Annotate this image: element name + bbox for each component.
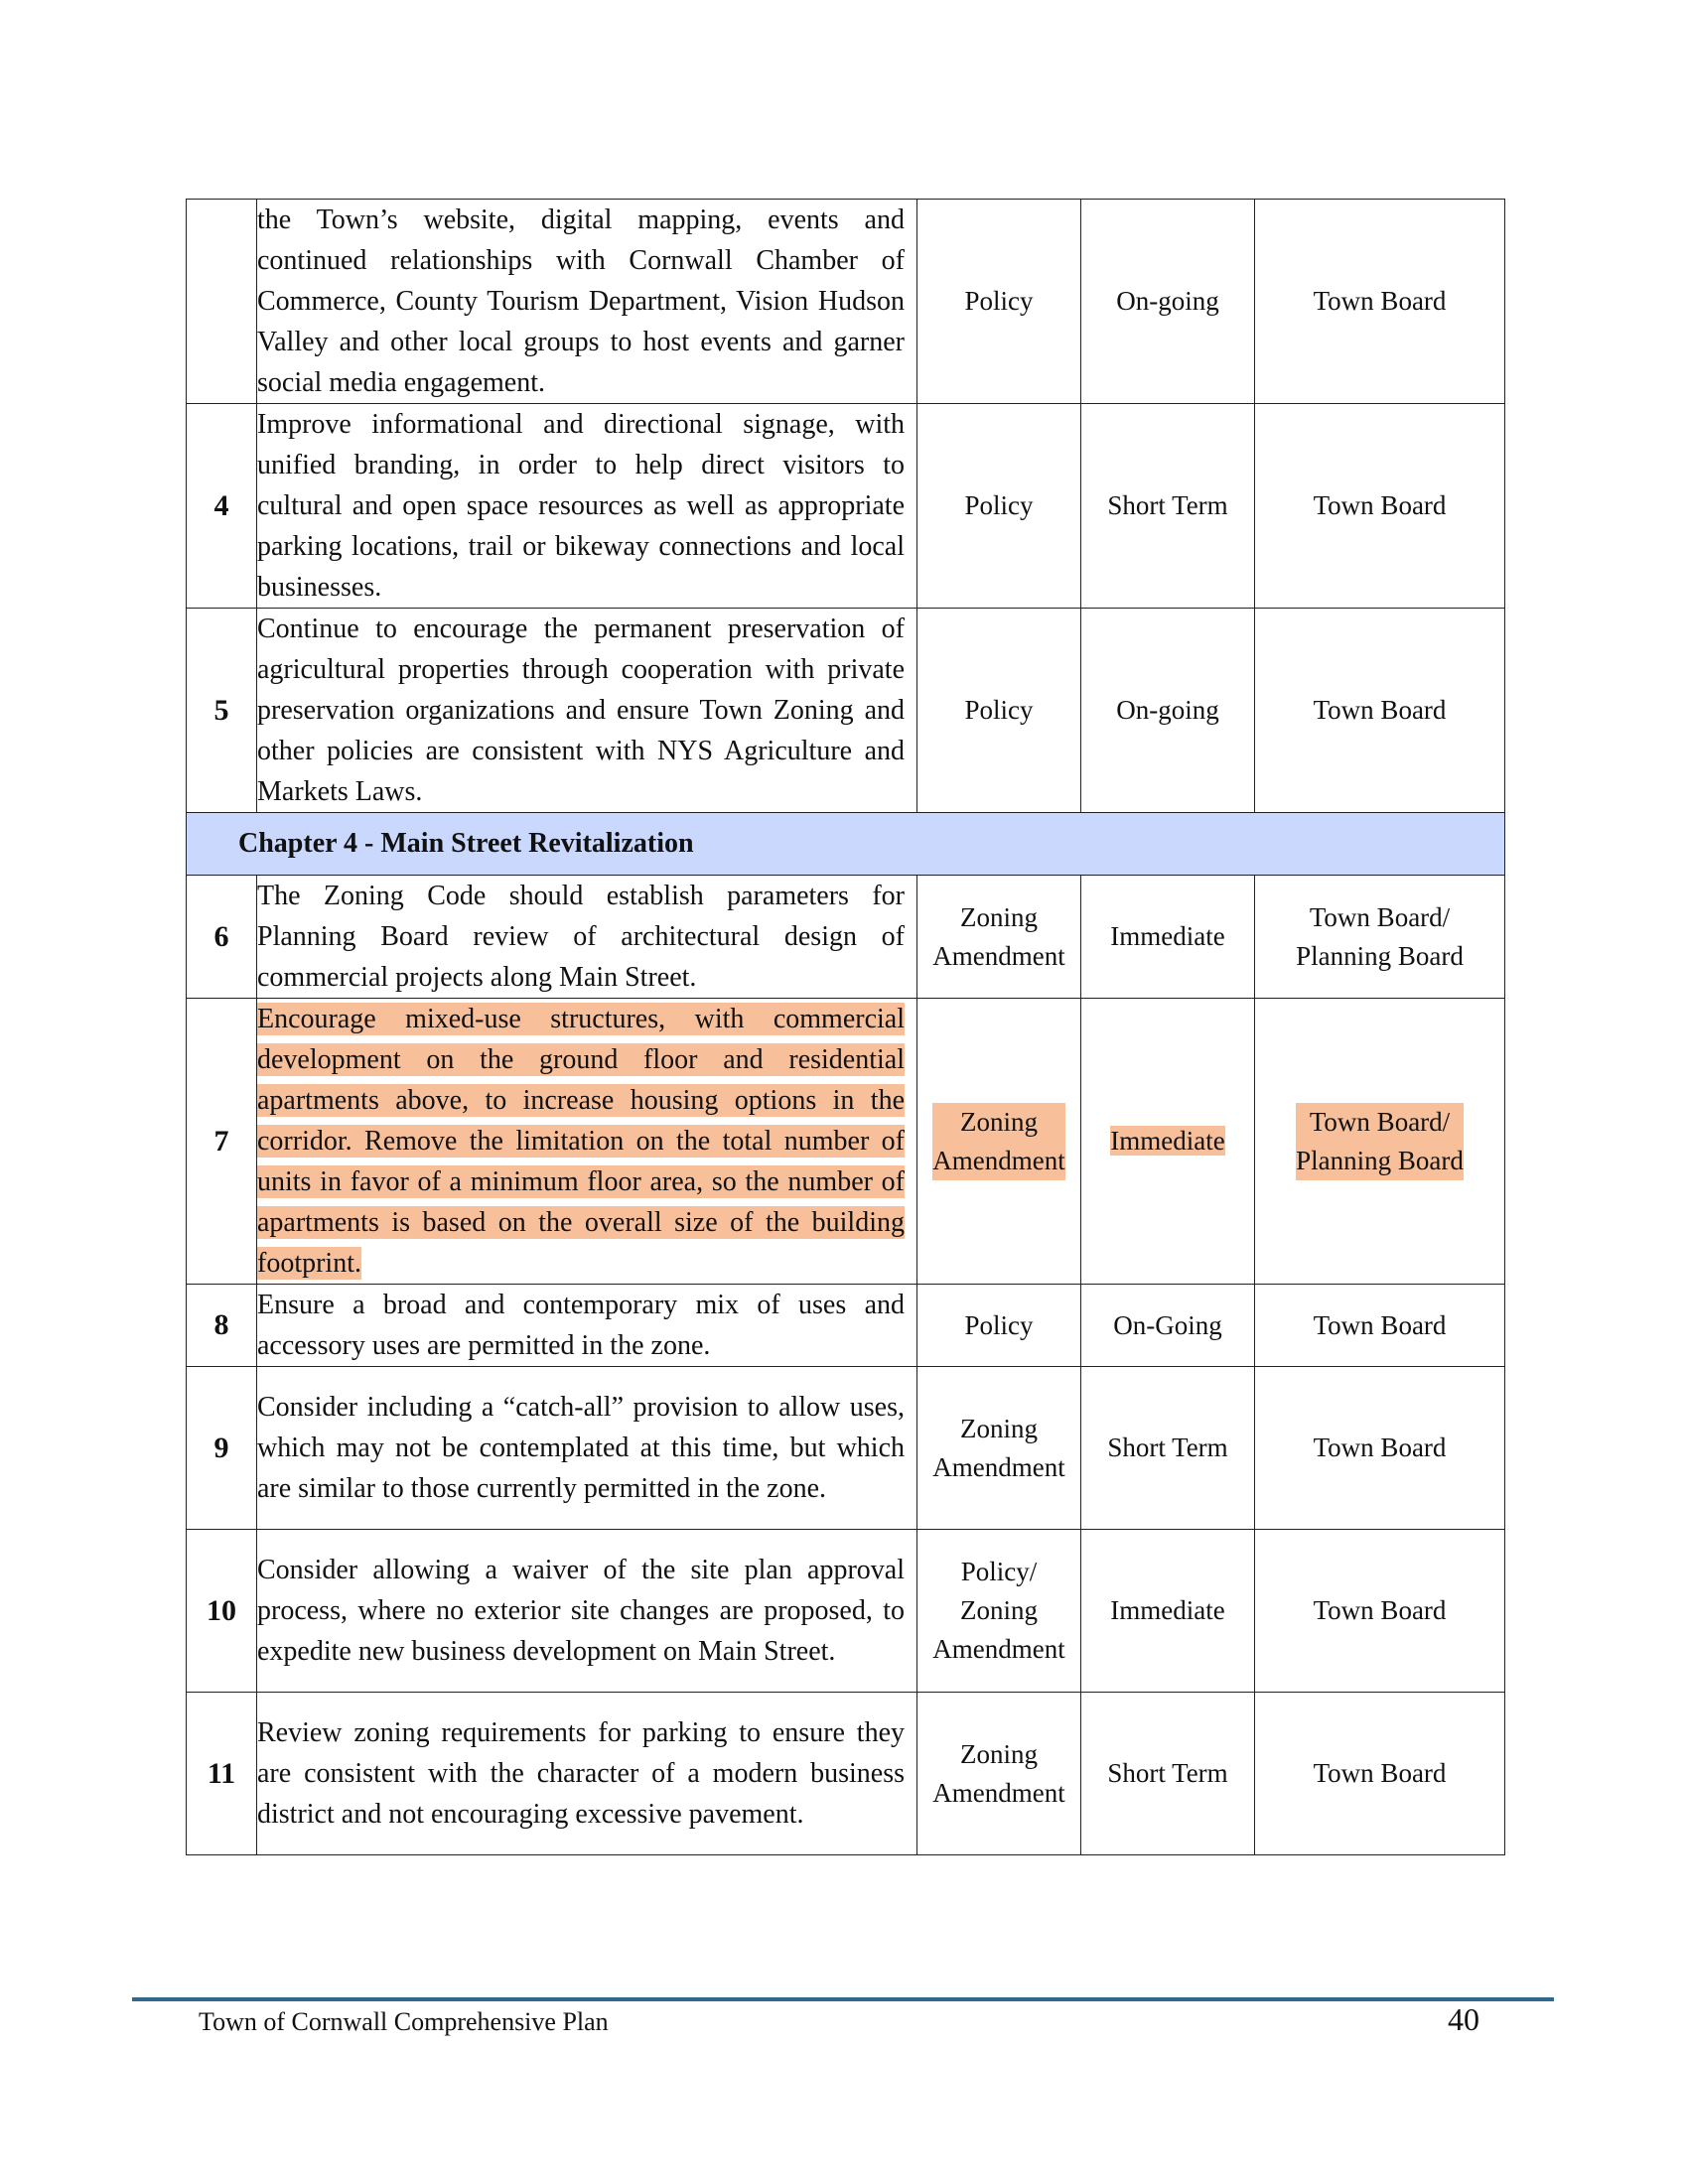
action-type-line: Zoning [960, 1738, 1038, 1769]
table-row [187, 404, 1505, 609]
table-row [187, 1285, 1505, 1367]
table-row [187, 609, 1505, 813]
table-row-highlighted [187, 999, 1505, 1285]
row-number: 6 [187, 876, 257, 999]
timeframe: On-going [1081, 609, 1255, 813]
timeframe: Short Term [1081, 1367, 1255, 1530]
table-row [187, 1530, 1505, 1693]
row-number: 11 [187, 1693, 257, 1855]
responsible-party [1255, 999, 1505, 1285]
action-type [917, 1693, 1081, 1855]
responsible-party: Town Board [1255, 1367, 1505, 1530]
row-number [187, 200, 257, 404]
implementation-table [186, 199, 1505, 1855]
action-type: Policy [917, 609, 1081, 813]
footer-document-title: Town of Cornwall Comprehensive Plan [199, 2007, 609, 2036]
row-number: 10 [187, 1530, 257, 1693]
highlighted-text [932, 1103, 1064, 1180]
action-type-line: Amendment [932, 1634, 1065, 1664]
action-type [917, 999, 1081, 1285]
responsible-party [1255, 876, 1505, 999]
action-type-line: Policy/ [960, 1557, 1038, 1586]
page-number: 40 [1448, 2001, 1479, 2037]
responsible-party: Town Board [1255, 1285, 1505, 1367]
responsible-line: Town Board/ [1309, 1106, 1451, 1137]
timeframe: On-Going [1081, 1285, 1255, 1367]
action-description: Review zoning requirements for parking to ensure they are consistent with the character of a modern business district and not encouraging excessive pavement. [257, 1693, 917, 1855]
action-description: the Town’s website, digital mapping, events and continued relationships with Cornwall Chamber of Commerce, County Tourism Department, Vision Hudson Valley and other local groups to host events and garner social media engagement. [257, 200, 917, 404]
action-description: The Zoning Code should establish parameters for Planning Board review of architectural design of commercial projects along Main Street. [257, 876, 917, 999]
action-description: Ensure a broad and contemporary mix of uses and accessory uses are permitted in the zone. [257, 1285, 917, 1367]
highlighted-text [1296, 1103, 1464, 1180]
timeframe: Short Term [1081, 404, 1255, 609]
action-type-line: Zoning [960, 1595, 1038, 1625]
timeframe [1081, 999, 1255, 1285]
row-number: 5 [187, 609, 257, 813]
table-row [187, 1367, 1505, 1530]
row-number: 8 [187, 1285, 257, 1367]
action-description [257, 999, 917, 1285]
timeframe: Immediate [1081, 876, 1255, 999]
table-row [187, 200, 1505, 404]
responsible-line: Planning Board [1296, 940, 1464, 971]
table-row [187, 876, 1505, 999]
action-description: Consider including a “catch-all” provision to allow uses, which may not be contemplated at this time, but which are similar to those currently permitted in the zone. [257, 1367, 917, 1530]
responsible-line: Town Board/ [1309, 901, 1451, 932]
row-number: 4 [187, 404, 257, 609]
action-type [917, 1530, 1081, 1693]
highlighted-text: Immediate [1110, 1126, 1225, 1156]
action-type-line: Zoning [960, 1413, 1038, 1443]
highlighted-text: Encourage mixed-use structures, with commercial development on the ground floor and residential apartments above, to increase housing options in the corridor. Remove the limitation on the total number of units in favor of a minimum floor area, so the number of apartments is based on the overall size of the building footprint. [257, 1004, 905, 1279]
row-number: 7 [187, 999, 257, 1285]
action-type: Policy [917, 404, 1081, 609]
timeframe: On-going [1081, 200, 1255, 404]
chapter-heading-row [187, 813, 1505, 876]
action-description: Consider allowing a waiver of the site plan approval process, where no exterior site changes are proposed, to expedite new business development on Main Street. [257, 1530, 917, 1693]
action-type [917, 1367, 1081, 1530]
action-description: Improve informational and directional signage, with unified branding, in order to help direct visitors to cultural and open space resources as well as appropriate parking locations, trail or bikeway connections and local businesses. [257, 404, 917, 609]
responsible-party: Town Board [1255, 609, 1505, 813]
responsible-party: Town Board [1255, 1693, 1505, 1855]
responsible-party: Town Board [1255, 200, 1505, 404]
action-type-line: Amendment [932, 940, 1065, 971]
responsible-party: Town Board [1255, 1530, 1505, 1693]
action-type [917, 876, 1081, 999]
action-type-line: Amendment [932, 1451, 1065, 1482]
timeframe: Short Term [1081, 1693, 1255, 1855]
table-row [187, 1693, 1505, 1855]
footer-rule [132, 1997, 1554, 2001]
action-description: Continue to encourage the permanent preservation of agricultural properties through cooperation with private preservation organizations and ensure Town Zoning and other policies are consistent with NYS Agriculture and Markets Laws. [257, 609, 917, 813]
action-type-line: Amendment [932, 1145, 1065, 1175]
action-type: Policy [917, 1285, 1081, 1367]
action-type-line: Zoning [960, 901, 1038, 932]
row-number: 9 [187, 1367, 257, 1530]
timeframe: Immediate [1081, 1530, 1255, 1693]
action-type-line: Zoning [959, 1106, 1038, 1137]
chapter-heading: Chapter 4 - Main Street Revitalization [187, 813, 1505, 876]
action-type-line: Amendment [932, 1777, 1065, 1808]
responsible-line: Planning Board [1296, 1145, 1464, 1175]
responsible-party: Town Board [1255, 404, 1505, 609]
action-type: Policy [917, 200, 1081, 404]
